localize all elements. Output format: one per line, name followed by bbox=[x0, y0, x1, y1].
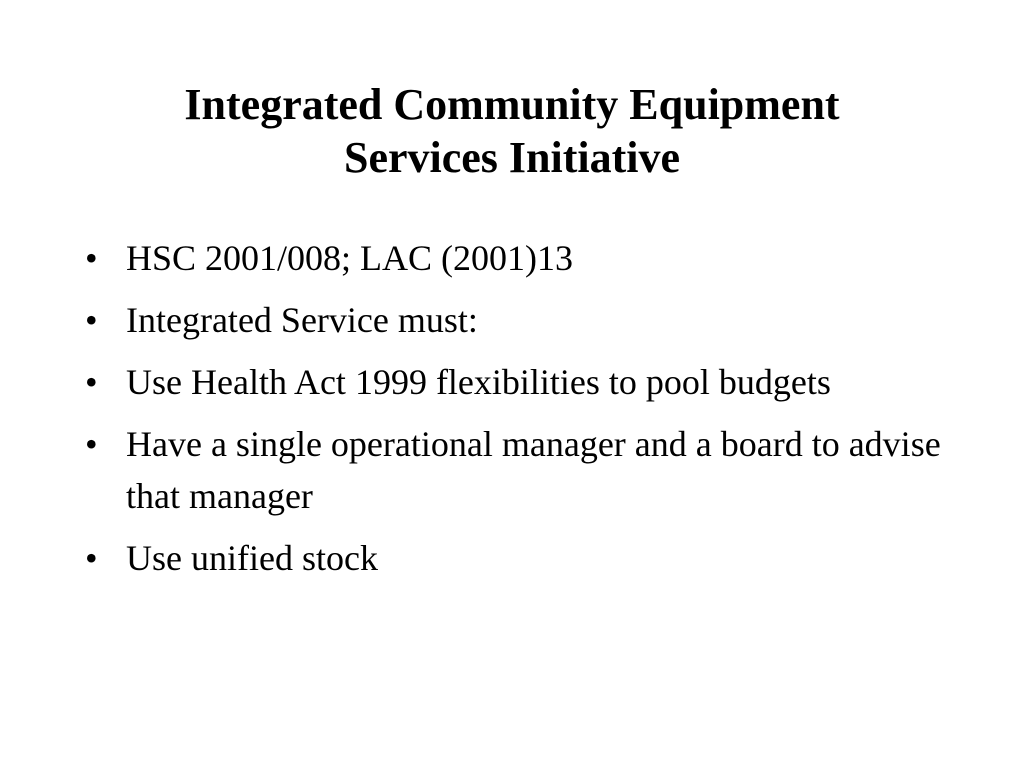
bullet-item bbox=[85, 532, 945, 584]
bullet-item bbox=[85, 418, 945, 522]
bullet-text: Use Health Act 1999 flexibilities to pool budgets bbox=[126, 362, 831, 402]
bullet-text: Integrated Service must: bbox=[126, 300, 478, 340]
bullet-list bbox=[85, 232, 945, 594]
bullet-text: Use unified stock bbox=[126, 538, 378, 578]
slide-title-line-1: Integrated Community Equipment bbox=[184, 80, 840, 129]
bullet-text: HSC 2001/008; LAC (2001)13 bbox=[126, 238, 574, 278]
slide-title-line-2: Services Initiative bbox=[343, 133, 681, 182]
bullet-item bbox=[85, 232, 945, 284]
bullet-dot-icon: • bbox=[85, 424, 98, 464]
bullet-dot-icon: • bbox=[85, 538, 98, 578]
slide-title bbox=[0, 78, 1024, 184]
bullet-dot-icon: • bbox=[85, 362, 98, 402]
bullet-dot-icon: • bbox=[85, 238, 98, 278]
bullet-text: Have a single operational manager and a board to advise that manager bbox=[126, 424, 941, 516]
bullet-item bbox=[85, 294, 945, 346]
bullet-dot-icon: • bbox=[85, 300, 98, 340]
bullet-item bbox=[85, 356, 945, 408]
